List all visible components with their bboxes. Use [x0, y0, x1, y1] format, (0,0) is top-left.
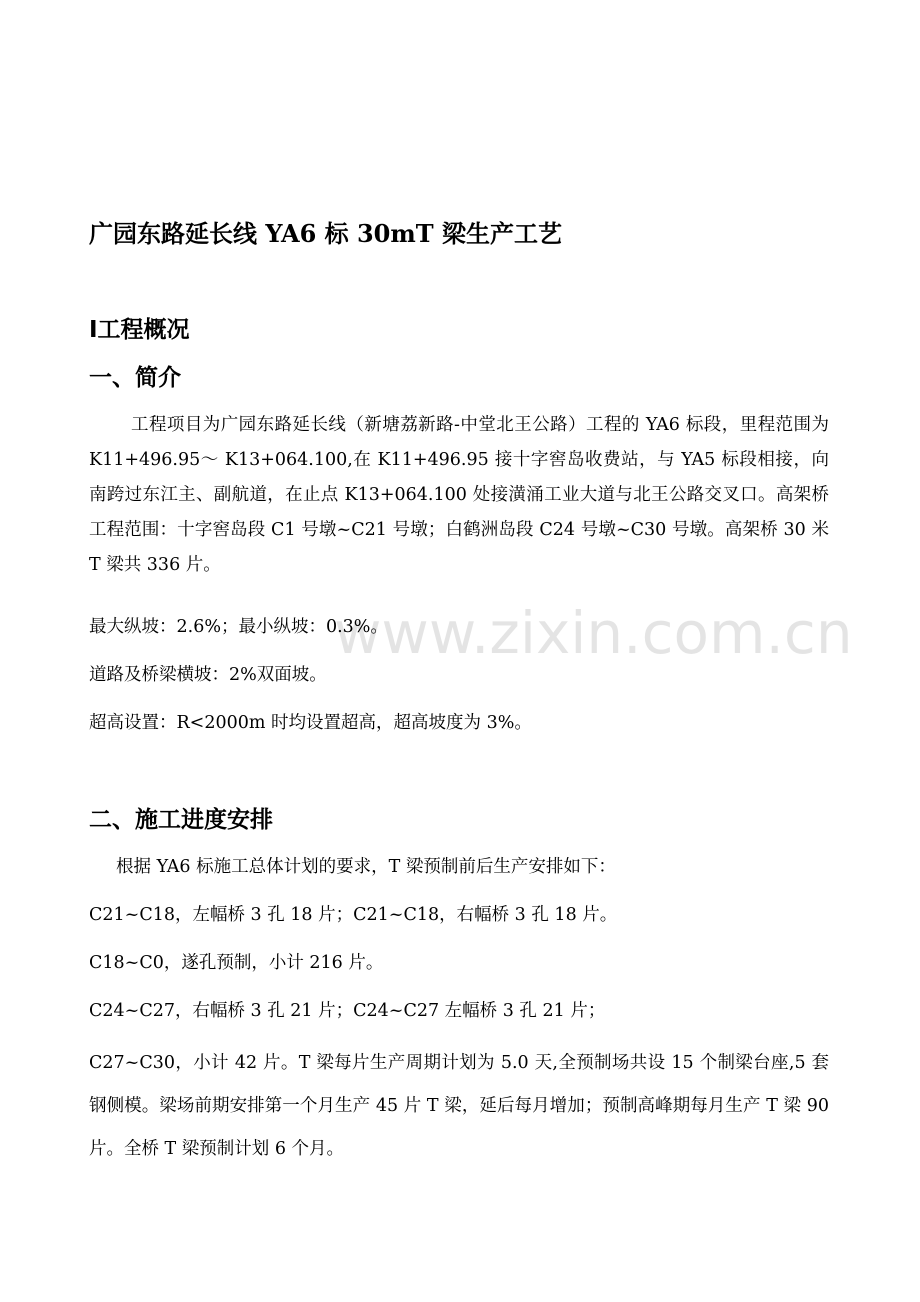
- schedule-line-c27: C27~C30，小计 42 片。T 梁每片生产周期计划为 5.0 天,全预制场共设 15 个制梁台座,5 套钢侧模。梁场前期安排第一个月生产 45 片 T 梁，延后每月增加；预制高峰期每月生产 T 梁 90 片。全桥 T 梁预制计划 6 个月。: [89, 1053, 829, 1159]
- schedule-line-c18: C18~C0，遂孔预制，小计 216 片。: [89, 953, 384, 973]
- superelevation-paragraph: 超高设置：R<2000m 时均设置超高，超高坡度为 3%。: [89, 713, 532, 733]
- schedule-line-c24: C24~C27，右幅桥 3 孔 21 片；C24~C27 左幅桥 3 孔 21 片；: [89, 1001, 606, 1021]
- document-title: 广园东路延长线 YA6 标 30mT 梁生产工艺: [89, 219, 562, 248]
- section-heading-intro: 一、简介: [89, 365, 181, 391]
- schedule-intro-paragraph: 根据 YA6 标施工总体计划的要求，T 梁预制前后生产安排如下：: [116, 857, 616, 877]
- part-heading: Ⅰ工程概况: [89, 317, 190, 343]
- intro-paragraph: 工程项目为广园东路延长线（新塘荔新路-中堂北王公路）工程的 YA6 标段，里程范围为 K11+496.95～ K13+064.100,在 K11+496.95 接十字窖岛收费站，与 YA5 标段相接，向南跨过东江主、副航道，在止点 K13+064.100 处接潢涌工业大道与北王公路交叉口。高架桥工程范围：十字窖岛段 C1 号墩~C21 号墩；白鹤洲岛段 C24 号墩~C30 号墩。高架桥 30 米 T 梁共 336 片。: [89, 415, 829, 575]
- cross-slope-paragraph: 道路及桥梁横坡：2%双面坡。: [89, 665, 327, 685]
- slope-paragraph: 最大纵坡：2.6%；最小纵坡：0.3%。: [89, 617, 388, 637]
- watermark: www.zixin.com.cn: [334, 599, 853, 667]
- section-heading-schedule: 二、施工进度安排: [89, 807, 273, 833]
- schedule-line-c21: C21~C18，左幅桥 3 孔 18 片；C21~C18，右幅桥 3 孔 18 片。: [89, 905, 618, 925]
